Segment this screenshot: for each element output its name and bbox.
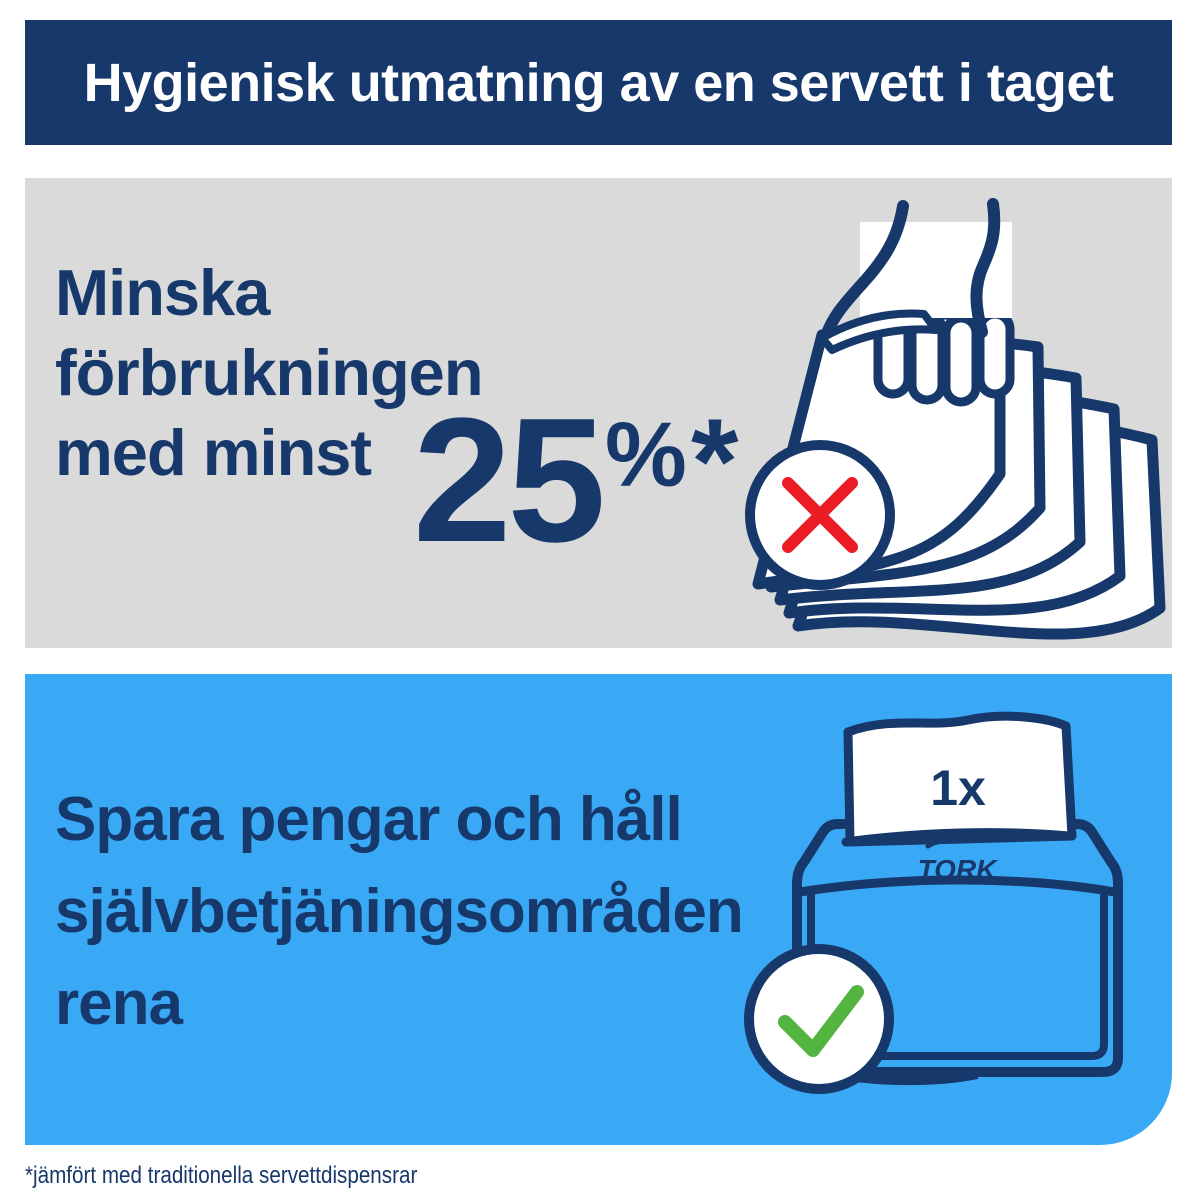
- cross-icon: [750, 445, 890, 585]
- header-band: [25, 20, 1172, 145]
- save-heading: [55, 774, 743, 1050]
- reduce-heading-line: med minst: [55, 416, 372, 489]
- reduce-panel: [25, 178, 1172, 648]
- check-icon: [749, 949, 889, 1089]
- reduce-heading-line: Minska: [55, 256, 270, 329]
- stat-footnote-mark: *: [691, 393, 739, 529]
- hand-napkins-illustration: [710, 180, 1172, 648]
- save-heading-line: Spara pengar och håll: [55, 785, 682, 854]
- stat-value: 25: [413, 381, 602, 579]
- stat-unit: %: [605, 404, 687, 506]
- napkin-label: 1x: [930, 760, 986, 816]
- dispenser-illustration: [700, 674, 1170, 1144]
- napkin-1x: [848, 716, 1072, 842]
- page-title: Hygienisk utmatning av en servett i taget: [83, 52, 1114, 113]
- footnote: *jämfört med traditionella servettdispensrar: [25, 1162, 418, 1189]
- brand-label: TORK: [917, 854, 997, 885]
- save-panel: [25, 674, 1172, 1145]
- save-heading-line: rena: [55, 969, 182, 1038]
- save-heading-line: självbetjäningsområden: [55, 877, 743, 946]
- reduce-heading-line: förbrukningen: [55, 336, 483, 409]
